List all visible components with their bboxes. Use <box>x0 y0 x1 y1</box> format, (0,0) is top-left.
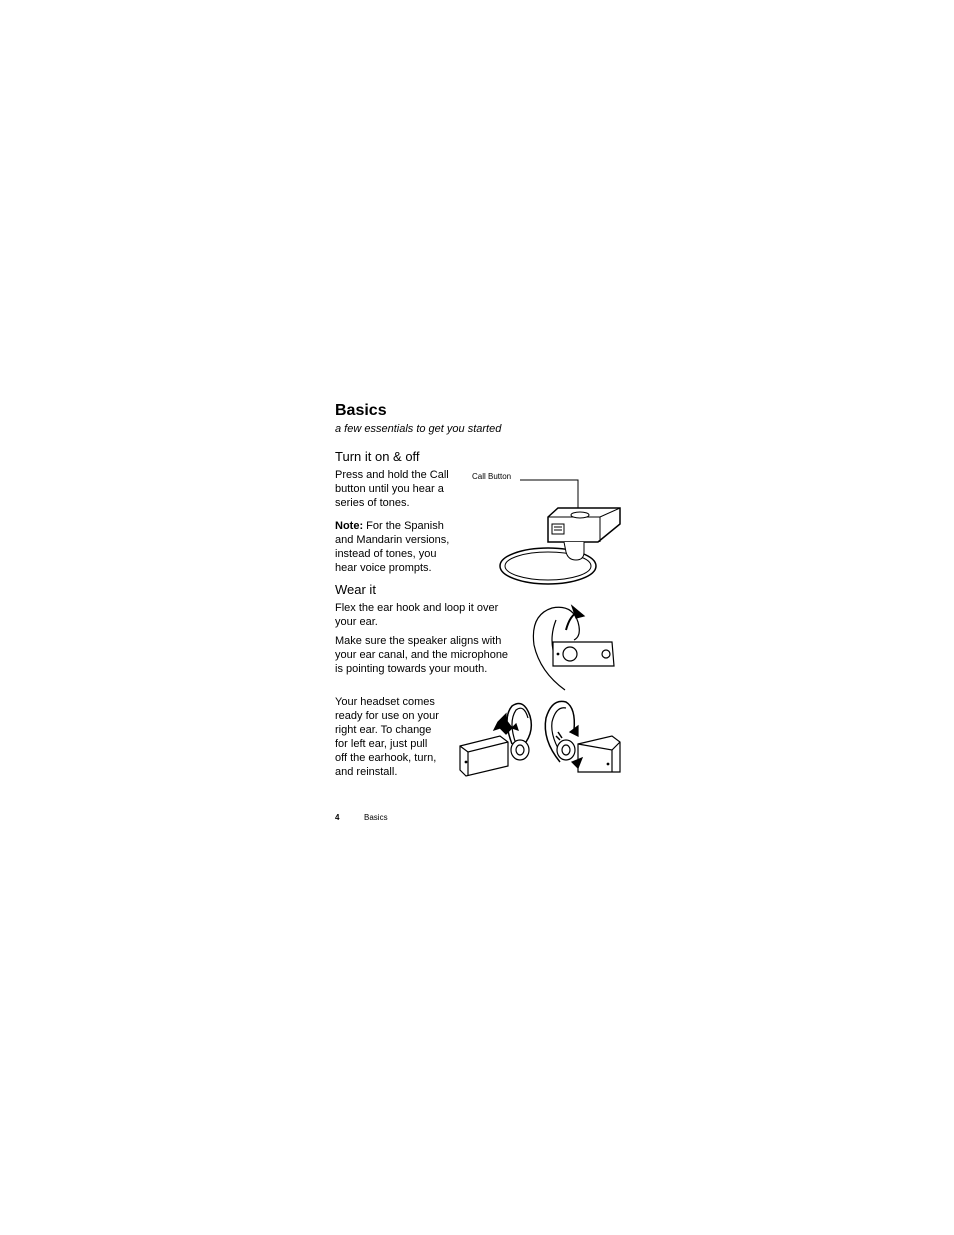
footer-section-name: Basics <box>364 813 388 822</box>
wear-para3-line-6: and reinstall. <box>335 766 398 778</box>
turn-on-off-heading: Turn it on & off <box>335 449 420 464</box>
note-line-3: instead of tones, you <box>335 548 437 560</box>
wear-para2-line-3: is pointing towards your mouth. <box>335 663 488 675</box>
wear-para1-line-1: Flex the ear hook and loop it over <box>335 602 499 614</box>
page-subtitle: a few essentials to get you started <box>335 423 502 435</box>
note-line-1 <box>335 519 449 533</box>
wear-it-para-3 <box>335 695 439 779</box>
wear-para3-line-1: Your headset comes <box>335 696 435 708</box>
note-text-1: For the Spanish <box>363 520 444 532</box>
wear-para3-line-4: for left ear, just pull <box>335 738 428 750</box>
page-title: Basics <box>335 402 387 419</box>
wear-para2-line-2: your ear canal, and the microphone <box>335 649 509 661</box>
wear-it-para-1 <box>335 601 498 629</box>
wear-para3-line-2: ready for use on your <box>335 710 439 722</box>
page-number: 4 <box>335 813 340 822</box>
wear-it-para-2 <box>335 634 508 676</box>
turn-on-off-line-2: button until you hear a <box>335 483 444 495</box>
turn-on-off-body <box>335 468 449 510</box>
call-button-callout: Call Button <box>472 472 512 481</box>
note-line-4: hear voice prompts. <box>335 562 432 574</box>
wear-para3-line-3: right ear. To change <box>335 724 432 736</box>
wear-it-heading: Wear it <box>335 582 376 597</box>
note-label: Note: <box>335 520 364 532</box>
wear-para3-line-5: off the earhook, turn, <box>335 752 437 764</box>
wear-para2-line-1: Make sure the speaker aligns with <box>335 635 502 647</box>
wear-para1-line-2: your ear. <box>335 616 378 628</box>
turn-on-off-line-3: series of tones. <box>335 497 410 509</box>
note-block <box>335 519 449 575</box>
turn-on-off-line-1: Press and hold the Call <box>335 469 449 481</box>
note-line-2: and Mandarin versions, <box>335 534 450 546</box>
